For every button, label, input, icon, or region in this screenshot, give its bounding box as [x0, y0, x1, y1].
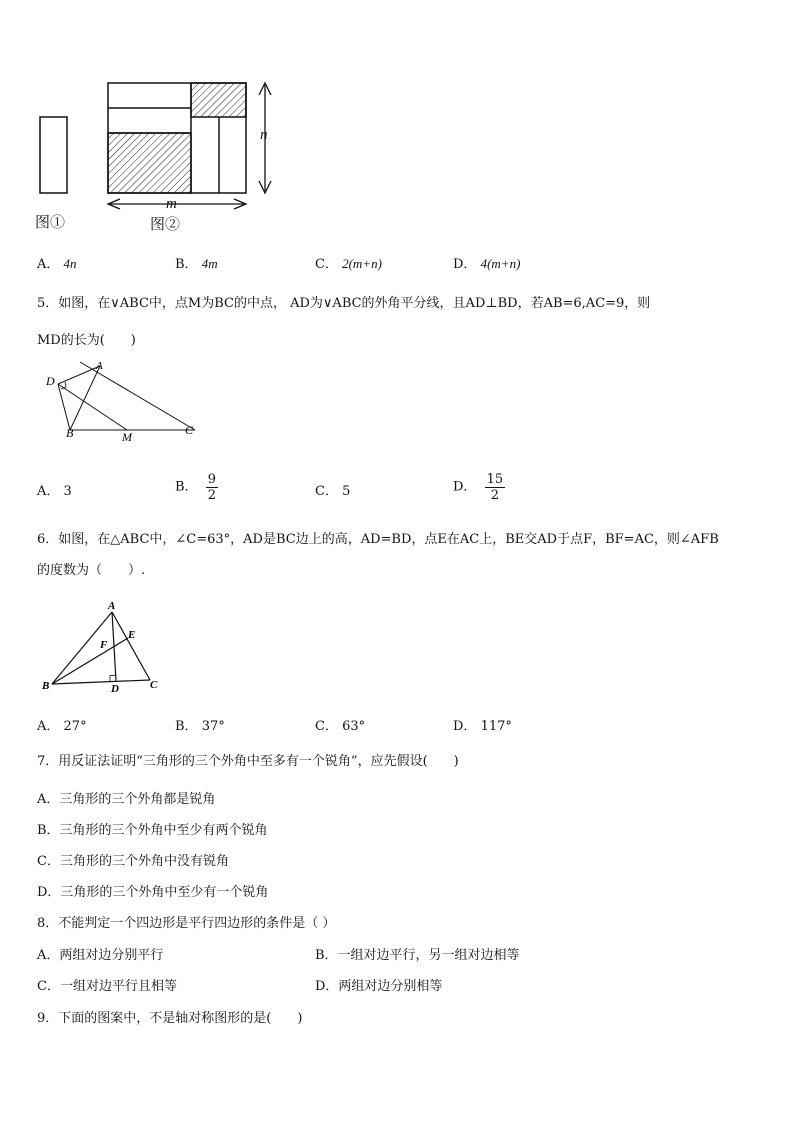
q6-label-f: F: [100, 639, 108, 651]
q9-stem: 9．下面的图案中，不是轴对称图形的是( ): [37, 1011, 303, 1026]
q6-label-b: B: [42, 680, 50, 692]
q6-label-d: D: [111, 683, 119, 695]
q4-option-c[interactable]: C． 2(m+n): [315, 256, 382, 272]
q5-option-b[interactable]: B． $\frac{9}{2}$: [175, 472, 216, 503]
q6-label-e: E: [128, 629, 136, 641]
q5-stem-line-2: MD的长为( ): [37, 333, 136, 348]
q5-label-c: C: [185, 423, 194, 437]
q6-figure: [38, 598, 168, 698]
q5-option-a[interactable]: A． 3: [37, 484, 72, 499]
shaded-region-top-right: [191, 83, 246, 117]
q7-option-b[interactable]: B．三角形的三个外角中至少有两个锐角: [37, 823, 268, 838]
q5-label-m: M: [122, 430, 132, 444]
q6-option-d[interactable]: D． 117°: [453, 719, 512, 734]
q5-option-d[interactable]: D． $\frac{15}{2}$: [453, 472, 504, 503]
q5-option-c[interactable]: C． 5: [315, 484, 351, 499]
q5-figure: [40, 358, 200, 448]
q6-option-c[interactable]: C． 63°: [315, 719, 366, 734]
q8-option-b[interactable]: B．一组对边平行，另一组对边相等: [315, 948, 520, 963]
q6-option-a[interactable]: A． 27°: [37, 719, 87, 734]
shaded-region-left: [108, 133, 191, 193]
q6-option-b[interactable]: B． 37°: [175, 719, 225, 734]
q6-label-c: C: [150, 679, 158, 691]
q5-label-d: D: [46, 374, 55, 388]
q7-option-a[interactable]: A．三角形的三个外角都是锐角: [37, 792, 216, 807]
q6-stem-line-2: 的度数为（ ）.: [37, 563, 146, 578]
q5-stem-line-1: 5．如图，在∨ABC中，点M为BC的中点， AD为∨ABC的外角平分线，且AD⊥BD，若AB=6,AC=9，则: [37, 296, 651, 311]
figure-2-label: 图②: [150, 215, 181, 233]
label-n: n: [260, 127, 268, 143]
q8-option-d[interactable]: D．两组对边分别相等: [315, 979, 443, 994]
small-rectangle: [40, 117, 67, 193]
q5-label-a: A: [96, 360, 103, 372]
q8-stem: 8．不能判定一个四边形是平行四边形的条件是（ ）: [37, 916, 336, 931]
q4-option-d[interactable]: D． 4(m+n): [453, 256, 521, 272]
q6-stem-line-1: 6．如图，在△ABC中，∠C=63°，AD是BC边上的高，AD=BD，点E在AC上，BE交AD于点F，BF=AC，则∠AFB: [37, 532, 719, 547]
q7-stem: 7．用反证法证明“三角形的三个外角中至多有一个锐角”，应先假设( ): [37, 754, 459, 769]
label-m: m: [166, 196, 177, 212]
q4-option-b[interactable]: B． 4m: [175, 256, 218, 272]
q8-option-c[interactable]: C．一组对边平行且相等: [37, 979, 177, 994]
q6-label-a: A: [108, 600, 116, 612]
q8-option-a[interactable]: A．两组对边分别平行: [37, 948, 164, 963]
figure-1-label: 图①: [35, 213, 66, 231]
q5-label-b: B: [66, 426, 74, 440]
q7-option-c[interactable]: C．三角形的三个外角中没有锐角: [37, 854, 229, 869]
q4-option-a[interactable]: A． 4n: [37, 256, 77, 272]
q7-option-d[interactable]: D．三角形的三个外角中至少有一个锐角: [37, 885, 269, 900]
